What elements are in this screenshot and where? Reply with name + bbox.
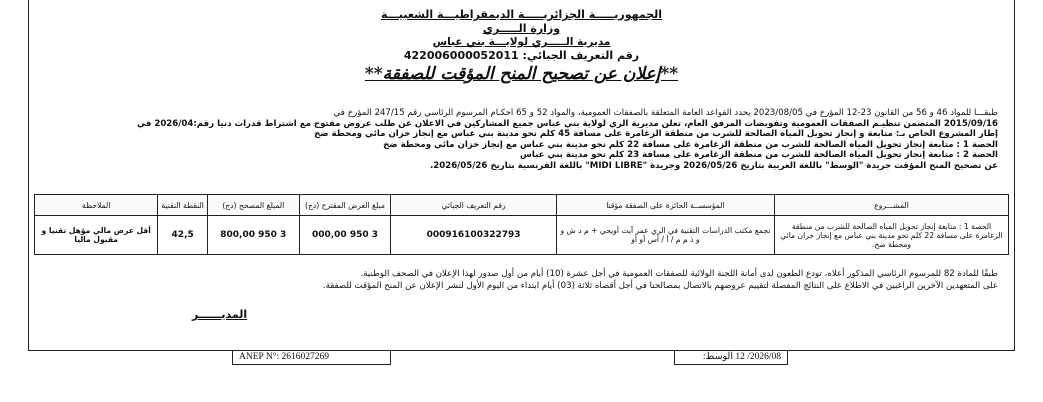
- table-header-row: [35, 195, 1009, 216]
- header-tax-id: رقم التعريف الجبائي: [391, 195, 556, 216]
- paragraph-correction: عن تصحيح المنح المؤقت جريدة "الوسط" باللغة العربية بتاريخ 2026/05/26 وجريدة "MIDI LIBRE" باللغة الفرنسية بتاريخ 2026/05/26.: [429, 160, 998, 171]
- notes-line-2: على المتعهدين الآخرين الراغبين في الاطلاع على النتائج المفصلة لتقييم عروضهم بالاتصال بمصالحنا في أجل أقصاه ثلاثة (03) أيام ابتداء من اليوم الأول لنشر الإعلان عن المنح المؤقت للصفقة.: [322, 281, 998, 291]
- notice-paragraph: [75, 108, 998, 171]
- directorate-header: مديرية الـــــري لولايـــة بني عباس: [432, 36, 611, 48]
- award-table: [34, 194, 1009, 255]
- table-row: [35, 216, 1009, 255]
- anep-number-badge: ANEP N°: 2616027269: [232, 350, 391, 365]
- paragraph-line-3: إطار المشروع الخاص بـ: متابعة و إنجاز تحويل المياه الصالحة للشرب من منطقة الزغامرة على مسافة 45 كلم نحو مدينة بني عباس مع إنجاز خزان مائي ومحطة ضخ: [314, 129, 998, 139]
- paragraph-lot-2: الحصة 2 : متابعة إنجاز تحويل المياه الصالحة للشرب من منطقة الزغامرة على مسافة 23 كلم نحو مدينة بني عباس: [520, 150, 998, 160]
- header-technical-score: النقطة التقنية: [158, 195, 208, 216]
- cell-company: تجمع مكتب الدراسات التقنية في الري عمر آيت أويحي + م د ش و و ذ م م / أ / أس أو أو: [556, 216, 774, 255]
- cell-note: أقل عرض مالي مؤهل تقنيا و مقبول ماليا: [35, 216, 158, 255]
- cell-project: الحصة 1 : متابعة إنجاز تحويل المياه الصالحة للشرب من منطقة الزغامرة على مسافة 22 كلم نحو مدينة بني عباس مع إنجاز خزان مائي ومحطة ضخ.: [775, 216, 1009, 255]
- signature: المديــــــر: [192, 308, 248, 321]
- republic-header: الجمهوريـــــة الجزائريـــــة الديمقراطيـــة الشعبيـــة: [380, 8, 663, 21]
- header-company: المؤسســة الحائزة على الصفقة مؤقتا: [556, 195, 774, 216]
- header-proposed-amount: مبلغ العرض المقترح (دج): [299, 195, 391, 216]
- newspaper-date-badge: 2026/08/ 12 الوسط:: [674, 350, 788, 365]
- notes-line-1: طبقًا للمادة 82 للمرسوم الرئاسي المذكور أعلاه، تودع الطعون لدى أمانة اللجنة الولائية للصفقات العمومية في أجل عشرة (10) أيام من أول صدور لهذا الإعلان في الصحف الوطنية.: [360, 269, 998, 279]
- header-corrected-amount: المبلغ المصحح (دج): [207, 195, 299, 216]
- cell-technical-score: 42,5: [158, 216, 208, 255]
- header-note: الملاحظة: [35, 195, 158, 216]
- cell-corrected-amount: 3 950 800,00: [207, 216, 299, 255]
- paragraph-line-2: 2015/09/16 المتضمن تنظيـم الصفقات العمومية وتفويضات المرفق العام، تعلن مديرية الري لولاية بني عباس جميع المشاركين في الاعلان عن طلب عروض مفتوح مع اشتراط قدرات دنيا رقم:2026/04 في: [137, 118, 998, 129]
- appeal-notes: [60, 268, 998, 292]
- header-project: المشـــروع: [775, 195, 1009, 216]
- ministry-header: وزارة الـــــري: [482, 22, 561, 35]
- cell-proposed-amount: 3 950 000,00: [299, 216, 391, 255]
- paragraph-line-1: طبقـــا للمواد 46 و 56 من القانون 23-12 المؤرخ في 2023/08/05 يحدد القواعد العامة المتعلقة بالصفقات العمومية، والمواد 52 و 65 أحكـام المرسوم الرئاسي رقم 247/15 المؤرخ في: [333, 108, 998, 118]
- cell-tax-id: 000916100322793: [391, 216, 556, 255]
- notice-title: **إعلان عن تصحيح المنح المؤقت للصفقة**: [364, 64, 679, 84]
- paragraph-lot-1: الحصة 1 : متابعة إنجاز تحويل المياه الصالحة للشرب من منطقة الزغامرة على مسافة 22 كلم نحو مدينة بني عباس مع إنجاز خزان مائي ومحطة ضخ: [383, 139, 998, 150]
- tax-id-header: رقم التعريف الجبائي: 422006000052011: [403, 49, 640, 62]
